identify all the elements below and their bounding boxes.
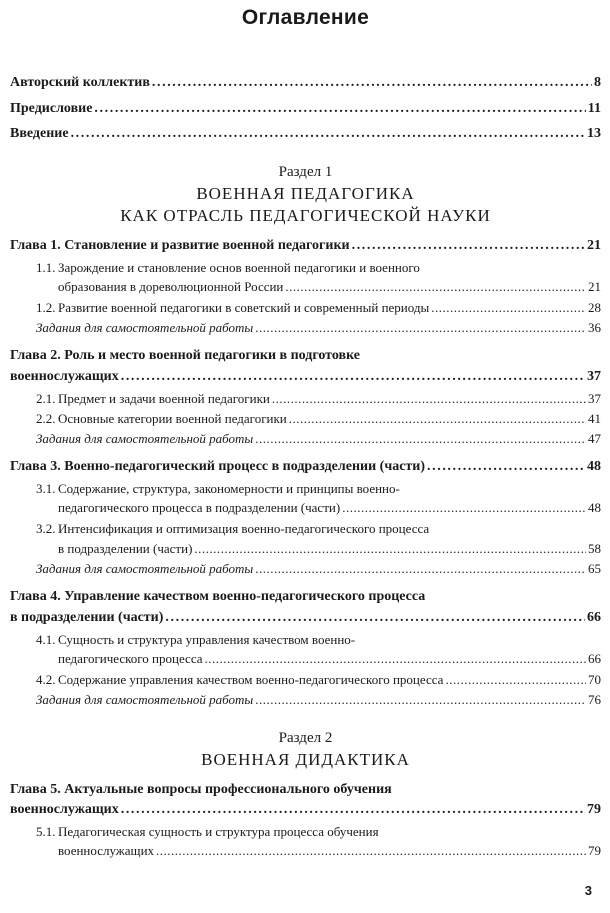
entry-page: 48: [587, 459, 601, 474]
toc-entry-chapter-1[interactable]: [10, 236, 601, 256]
leader-dots: [272, 389, 586, 409]
entry-label: Глава 3. Военно-педагогический процесс в подразделении (части): [10, 459, 426, 474]
leader-dots: [427, 457, 585, 477]
entry-label: Задания для самостоятельной работы: [36, 320, 254, 335]
leader-dots: [289, 409, 586, 429]
toc-entry-5-1-line2[interactable]: [10, 841, 601, 861]
toc-entry-chapter-4[interactable]: [10, 608, 601, 628]
entry-label: военнослужащих: [58, 843, 155, 858]
entry-page: 21: [588, 279, 601, 294]
entry-number: 3.1.: [36, 481, 56, 496]
entry-label: в подразделении (части): [10, 610, 164, 625]
entry-label: Задания для самостоятельной работы: [36, 431, 254, 446]
entry-label: образования в дореволюционной России: [58, 279, 284, 294]
toc-entry-3-1-line1[interactable]: [36, 479, 400, 499]
entry-number: 2.2.: [36, 411, 56, 426]
toc-entry-4-2[interactable]: [10, 670, 601, 690]
toc-entry-4-1-line2[interactable]: [10, 649, 601, 669]
entry-label: Задания для самостоятельной работы: [36, 561, 254, 576]
entry-label: Глава 1. Становление и развитие военной педагогики: [10, 238, 350, 253]
leader-dots: [121, 367, 585, 387]
entry-number: 2.1.: [36, 391, 56, 406]
entry-page: 8: [594, 75, 601, 90]
entry-label: Развитие военной педагогики в советский и современный периоды: [58, 300, 430, 315]
entry-label: Содержание, структура, закономерности и принципы военно-: [58, 481, 400, 496]
entry-page: 76: [588, 692, 601, 707]
entry-page: 21: [587, 238, 601, 253]
entry-page: 41: [588, 411, 601, 426]
entry-number: 1.2.: [36, 300, 56, 315]
toc-entry-3-1-line2[interactable]: [10, 498, 601, 518]
section-1-label: Раздел 1: [278, 164, 333, 180]
leader-dots: [255, 429, 586, 449]
toc-entry-3-2-line2[interactable]: [10, 539, 601, 559]
toc-entry-chapter-5-line1[interactable]: Глава 5. Актуальные вопросы профессионального обучения: [10, 782, 392, 797]
toc-entry-authors[interactable]: [10, 73, 601, 93]
entry-number: 4.1.: [36, 632, 56, 647]
entry-label: Предисловие: [10, 101, 93, 116]
entry-number: 4.2.: [36, 672, 56, 687]
entry-label: Сущность и структура управления качеством военно-: [58, 632, 356, 647]
toc-entry-2-tasks[interactable]: [10, 429, 601, 449]
entry-page: 13: [587, 126, 601, 141]
toc-entry-1-1-line1[interactable]: [36, 258, 420, 278]
entry-label: Педагогическая сущность и структура процесса обучения: [58, 824, 379, 839]
leader-dots: [342, 498, 586, 518]
toc-page: [10, 0, 601, 913]
leader-dots: [165, 608, 585, 628]
entry-page: 28: [588, 300, 601, 315]
toc-entry-3-2-line1[interactable]: [36, 519, 429, 539]
leader-dots: [431, 298, 586, 318]
leader-dots: [255, 318, 586, 338]
entry-label: Введение: [10, 126, 69, 141]
section-2-label: Раздел 2: [278, 730, 333, 746]
leader-dots: [445, 670, 586, 690]
leader-dots: [352, 236, 585, 256]
leader-dots: [71, 124, 585, 144]
entry-number: 5.1.: [36, 824, 56, 839]
entry-page: 65: [588, 561, 601, 576]
page-number: 3: [584, 883, 592, 898]
entry-page: 11: [587, 101, 601, 116]
entry-page: 37: [587, 369, 601, 384]
toc-entry-4-tasks[interactable]: [10, 690, 601, 710]
toc-entry-3-tasks[interactable]: [10, 559, 601, 579]
entry-page: 36: [588, 320, 601, 335]
toc-entry-chapter-5[interactable]: [10, 800, 601, 820]
entry-label: педагогического процесса: [58, 651, 203, 666]
entry-page: 70: [588, 672, 601, 687]
toc-entry-introduction[interactable]: [10, 124, 601, 144]
entry-label: Зарождение и становление основ военной педагогики и военного: [58, 260, 420, 275]
entry-page: 66: [588, 651, 601, 666]
toc-entry-chapter-4-line1[interactable]: Глава 4. Управление качеством военно-педагогического процесса: [10, 589, 426, 604]
toc-entry-5-1-line1[interactable]: [36, 822, 379, 842]
entry-label: Предмет и задачи военной педагогики: [58, 391, 270, 406]
leader-dots: [194, 539, 586, 559]
toc-entry-2-1[interactable]: [10, 389, 601, 409]
toc-entry-chapter-2[interactable]: [10, 367, 601, 387]
toc-entry-chapter-2-line1[interactable]: Глава 2. Роль и место военной педагогики в подготовке: [10, 348, 360, 363]
entry-label: в подразделении (части): [58, 541, 193, 556]
toc-entry-1-tasks[interactable]: [10, 318, 601, 338]
toc-entry-2-2[interactable]: [10, 409, 601, 429]
leader-dots: [152, 73, 592, 93]
section-1-name-line1: ВОЕННАЯ ПЕДАГОГИКА: [196, 184, 415, 203]
leader-dots: [255, 690, 586, 710]
section-2-name: ВОЕННАЯ ДИДАКТИКА: [201, 750, 410, 769]
leader-dots: [121, 800, 585, 820]
leader-dots: [255, 559, 586, 579]
entry-label: Авторский коллектив: [10, 75, 150, 90]
entry-label: Основные категории военной педагогики: [58, 411, 287, 426]
page-title: Оглавление: [241, 6, 370, 29]
entry-label: Интенсификация и оптимизация военно-педагогического процесса: [58, 521, 430, 536]
entry-page: 79: [588, 843, 601, 858]
leader-dots: [205, 649, 586, 669]
entry-number: 3.2.: [36, 521, 56, 536]
entry-number: 1.1.: [36, 260, 56, 275]
entry-page: 47: [588, 431, 601, 446]
entry-page: 66: [587, 610, 601, 625]
entry-label: Задания для самостоятельной работы: [36, 692, 254, 707]
leader-dots: [285, 277, 586, 297]
entry-page: 79: [587, 802, 601, 817]
leader-dots: [94, 99, 585, 119]
entry-label: военнослужащих: [10, 802, 119, 817]
toc-entry-1-2[interactable]: [10, 298, 601, 318]
entry-page: 58: [588, 541, 601, 556]
entry-label: педагогического процесса в подразделении (части): [58, 500, 341, 515]
toc-entry-preface[interactable]: [10, 99, 601, 119]
section-1-name-line2: КАК ОТРАСЛЬ ПЕДАГОГИЧЕСКОЙ НАУКИ: [120, 206, 491, 225]
toc-entry-4-1-line1[interactable]: [36, 630, 355, 650]
entry-label: Содержание управления качеством военно-педагогического процесса: [58, 672, 444, 687]
entry-page: 37: [588, 391, 601, 406]
entry-page: 48: [588, 500, 601, 515]
leader-dots: [156, 841, 586, 861]
toc-entry-chapter-3[interactable]: [10, 457, 601, 477]
entry-label: военнослужащих: [10, 369, 119, 384]
toc-entry-1-1-line2[interactable]: [10, 277, 601, 297]
